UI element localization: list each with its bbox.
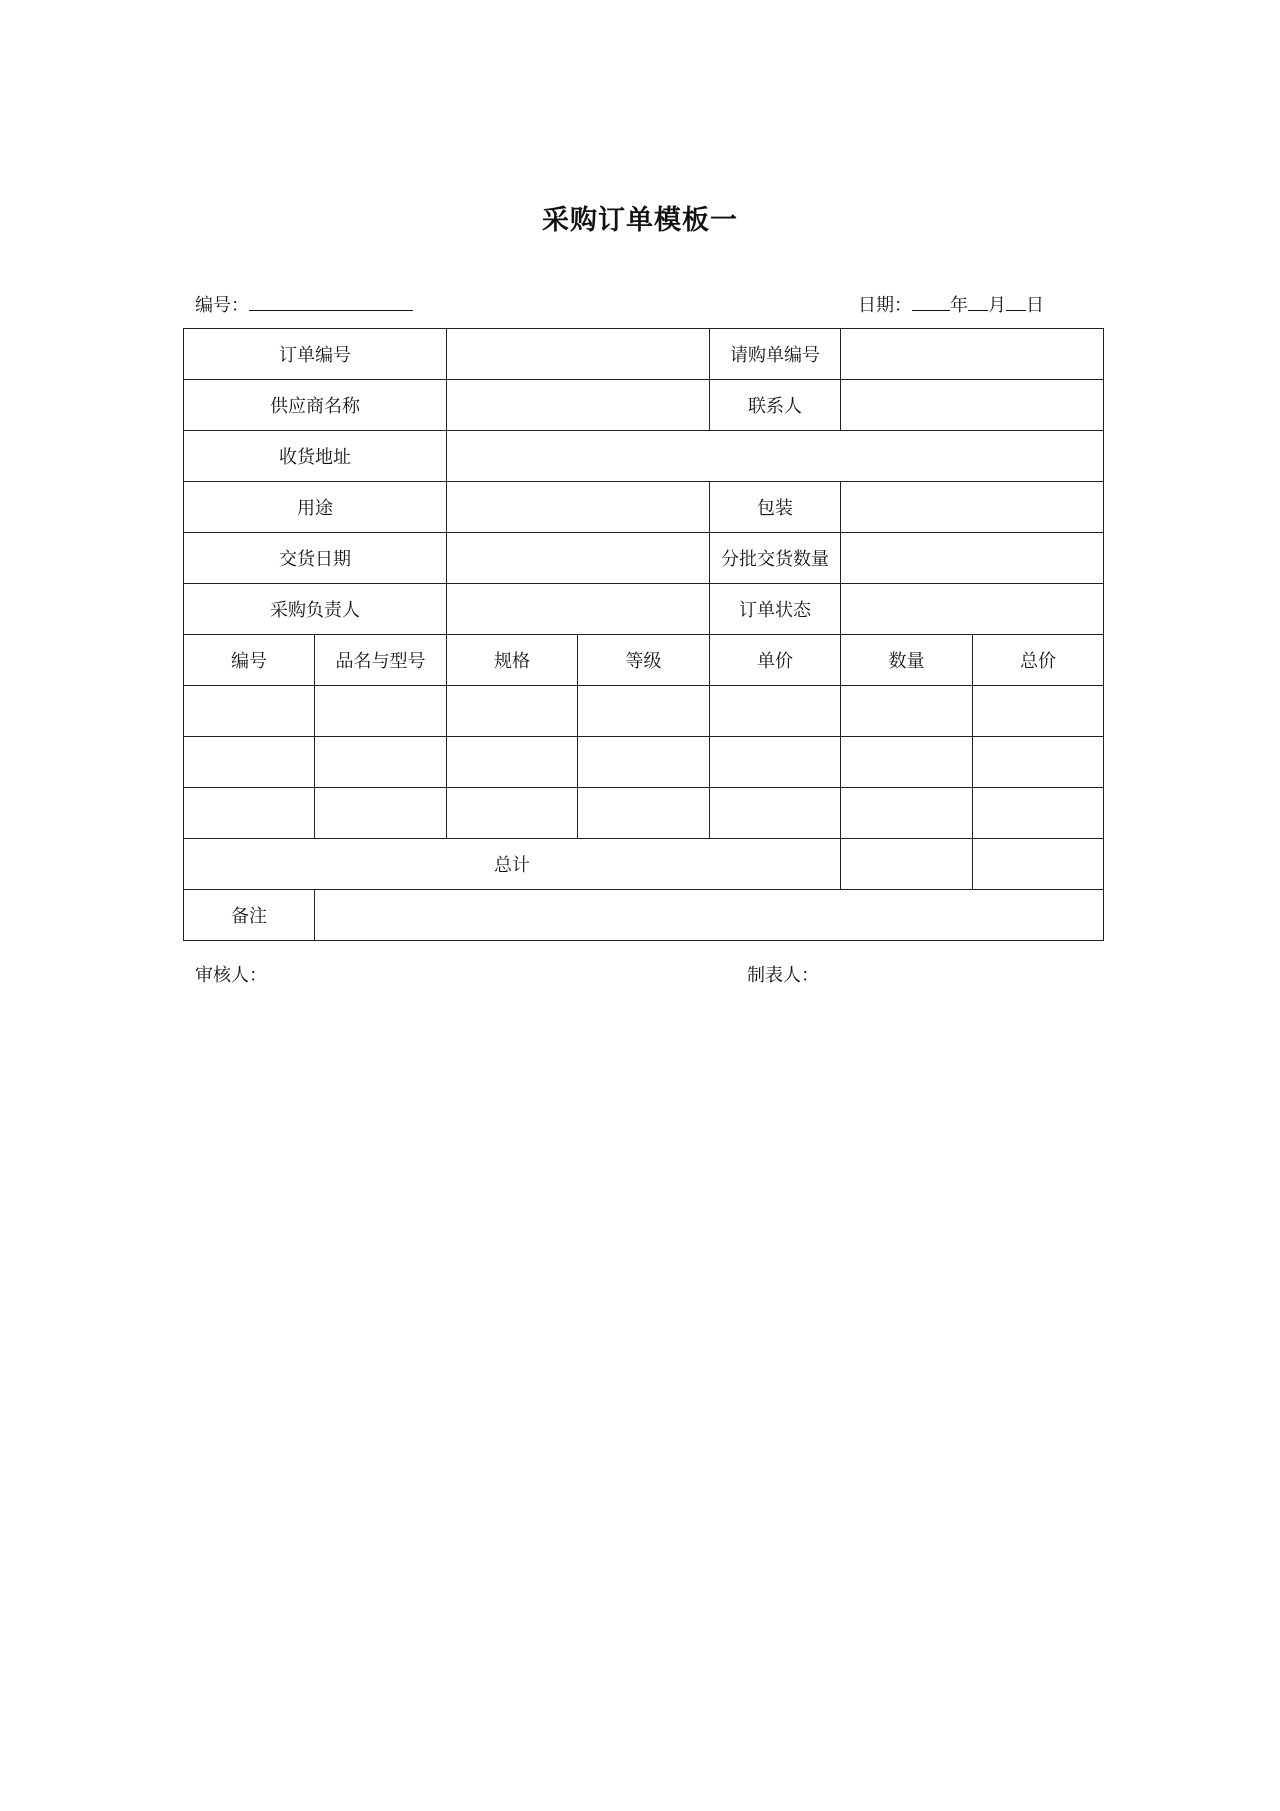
month-blank[interactable] bbox=[968, 292, 988, 311]
day-blank[interactable] bbox=[1006, 292, 1026, 311]
column-header: 数量 bbox=[841, 635, 973, 686]
preparer-label: 制表人： bbox=[747, 965, 819, 986]
reviewer-label: 审核人： bbox=[195, 965, 267, 986]
column-header: 总价 bbox=[973, 635, 1104, 686]
item-cell[interactable] bbox=[578, 686, 710, 737]
label-cell: 供应商名称 bbox=[184, 380, 447, 431]
item-cell[interactable] bbox=[315, 788, 447, 839]
item-cell[interactable] bbox=[578, 788, 710, 839]
table-row bbox=[184, 431, 1104, 482]
value-cell[interactable] bbox=[841, 533, 1104, 584]
item-row bbox=[184, 788, 1104, 839]
table-row bbox=[184, 329, 1104, 380]
column-header: 编号 bbox=[184, 635, 315, 686]
table-row bbox=[184, 584, 1104, 635]
order-number-field bbox=[195, 291, 413, 317]
column-header: 品名与型号 bbox=[315, 635, 447, 686]
item-cell[interactable] bbox=[447, 788, 578, 839]
year-label: 年 bbox=[950, 295, 968, 316]
value-cell[interactable] bbox=[447, 533, 710, 584]
total-row bbox=[184, 839, 1104, 890]
item-cell[interactable] bbox=[315, 686, 447, 737]
value-cell[interactable] bbox=[447, 431, 1104, 482]
document-title: 采购订单模板一 bbox=[542, 205, 738, 236]
date-label: 日期： bbox=[858, 295, 912, 316]
year-blank[interactable] bbox=[912, 292, 950, 311]
item-cell[interactable] bbox=[841, 737, 973, 788]
total-price-cell[interactable] bbox=[973, 839, 1104, 890]
value-cell[interactable] bbox=[841, 584, 1104, 635]
item-row bbox=[184, 737, 1104, 788]
label-cell: 分批交货数量 bbox=[710, 533, 841, 584]
column-header: 规格 bbox=[447, 635, 578, 686]
value-cell[interactable] bbox=[841, 380, 1104, 431]
total-quantity-cell[interactable] bbox=[841, 839, 973, 890]
value-cell[interactable] bbox=[447, 380, 710, 431]
table-row bbox=[184, 380, 1104, 431]
value-cell[interactable] bbox=[447, 482, 710, 533]
label-cell: 交货日期 bbox=[184, 533, 447, 584]
item-cell[interactable] bbox=[315, 737, 447, 788]
item-cell[interactable] bbox=[184, 788, 315, 839]
item-cell[interactable] bbox=[710, 686, 841, 737]
label-cell: 联系人 bbox=[710, 380, 841, 431]
item-row bbox=[184, 686, 1104, 737]
label-cell: 包装 bbox=[710, 482, 841, 533]
column-header: 单价 bbox=[710, 635, 841, 686]
item-cell[interactable] bbox=[973, 686, 1104, 737]
item-cell[interactable] bbox=[578, 737, 710, 788]
item-cell[interactable] bbox=[841, 788, 973, 839]
label-cell: 采购负责人 bbox=[184, 584, 447, 635]
purchase-order-table bbox=[183, 328, 1104, 941]
order-number-blank[interactable] bbox=[249, 292, 413, 311]
total-label: 总计 bbox=[184, 839, 841, 890]
item-cell[interactable] bbox=[841, 686, 973, 737]
item-cell[interactable] bbox=[710, 788, 841, 839]
value-cell[interactable] bbox=[447, 584, 710, 635]
item-cell[interactable] bbox=[447, 686, 578, 737]
table-row bbox=[184, 482, 1104, 533]
value-cell[interactable] bbox=[447, 329, 710, 380]
day-label: 日 bbox=[1026, 295, 1044, 316]
item-cell[interactable] bbox=[447, 737, 578, 788]
label-cell: 订单编号 bbox=[184, 329, 447, 380]
remarks-label: 备注 bbox=[184, 890, 315, 941]
remarks-row bbox=[184, 890, 1104, 941]
label-cell: 请购单编号 bbox=[710, 329, 841, 380]
date-field bbox=[858, 291, 1044, 317]
label-cell: 订单状态 bbox=[710, 584, 841, 635]
item-header-row bbox=[184, 635, 1104, 686]
column-header: 等级 bbox=[578, 635, 710, 686]
item-cell[interactable] bbox=[710, 737, 841, 788]
item-cell[interactable] bbox=[184, 686, 315, 737]
item-cell[interactable] bbox=[973, 737, 1104, 788]
label-cell: 用途 bbox=[184, 482, 447, 533]
remarks-cell[interactable] bbox=[315, 890, 1104, 941]
order-number-label: 编号： bbox=[195, 295, 249, 316]
item-cell[interactable] bbox=[184, 737, 315, 788]
table-row bbox=[184, 533, 1104, 584]
value-cell[interactable] bbox=[841, 482, 1104, 533]
label-cell: 收货地址 bbox=[184, 431, 447, 482]
value-cell[interactable] bbox=[841, 329, 1104, 380]
month-label: 月 bbox=[988, 295, 1006, 316]
item-cell[interactable] bbox=[973, 788, 1104, 839]
